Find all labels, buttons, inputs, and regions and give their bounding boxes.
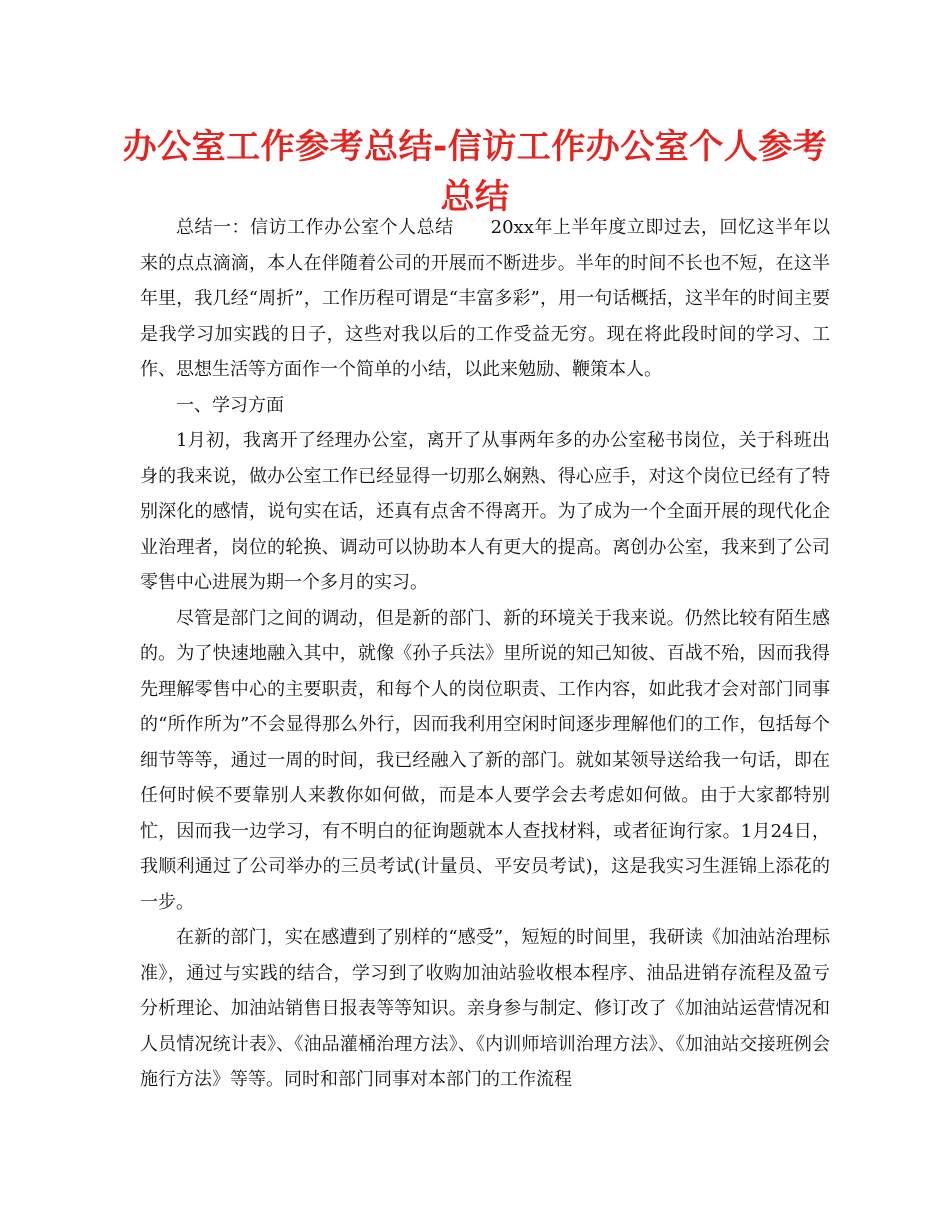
paragraph-january-transfer: 1月初，我离开了经理办公室，离开了从事两年多的办公室秘书岗位，关于科班出身的我来说，做办公室工作已经显得一切那么娴熟、得心应手，对这个岗位已经有了特别深化的感情，说句实在话，还真有点舍不得离开。为了成为一个全面开展的现代化企业治理者，岗位的轮换、调动可以协助本人有更大的提高。离创办公室，我来到了公司零售中心进展为期一个多月的实习。 [140, 430, 830, 593]
section-heading-study: 一、学习方面 [176, 394, 284, 416]
paragraph-new-experience: 在新的部门，实在感遭到了别样的“感受”，短短的时间里，我研读《加油站治理标准》，通过与实践的结合，学习到了收购加油站验收根本程序、油品进销存流程及盈亏分析理论、加油站销售日报表等等知识。亲身参与制定、修订改了《加油站运营情况和人员情况统计表》、《油品灌桶治理方法》、《内训师培训治理方法》、《加油站交接班例会施行方法》等等。同时和部门同事对本部门的工作流程 [140, 927, 830, 1090]
document-body [140, 210, 830, 1098]
document-title: 办公室工作参考总结-信访工作办公室个人参考总结 [122, 127, 828, 217]
paragraph-new-department: 尽管是部门之间的调动，但是新的部门、新的环境关于我来说。仍然比较有陌生感的。为了快速地融入其中，就像《孙子兵法》里所说的知己知彼、百战不殆，因而我得先理解零售中心的主要职责，和每个人的岗位职责、工作内容，如此我才会对部门同事的“所作所为”不会显得那么外行，因而我利用空闲时间逐步理解他们的工作，包括每个细节等等，通过一周的时间，我已经融入了新的部门。就如某领导送给我一句话，即在任何时候不要靠别人来教你如何做，而是本人要学会去考虑如何做。由于大家都特别忙，因而我一边学习，有不明白的征询题就本人查找材料，或者征询行家。1月24日，我顺利通过了公司举办的三员考试(计量员、平安员考试)，这是我实习生涯锦上添花的一步。 [140, 607, 830, 913]
intro-paragraph: 总结一：信访工作办公室个人总结 20xx年上半年度立即过去，回忆这半年以来的点点滴滴，本人在伴随着公司的开展而不断进步。半年的时间不长也不短，在这半年里，我几经“周折”，工作历程可谓是“丰富多彩”，用一句话概括，这半年的时间主要是我学习加实践的日子，这些对我以后的工作受益无穷。现在将此段时间的学习、工作、思想生活等方面作一个简单的小结，以此来勉励、鞭策本人。 [140, 217, 830, 380]
